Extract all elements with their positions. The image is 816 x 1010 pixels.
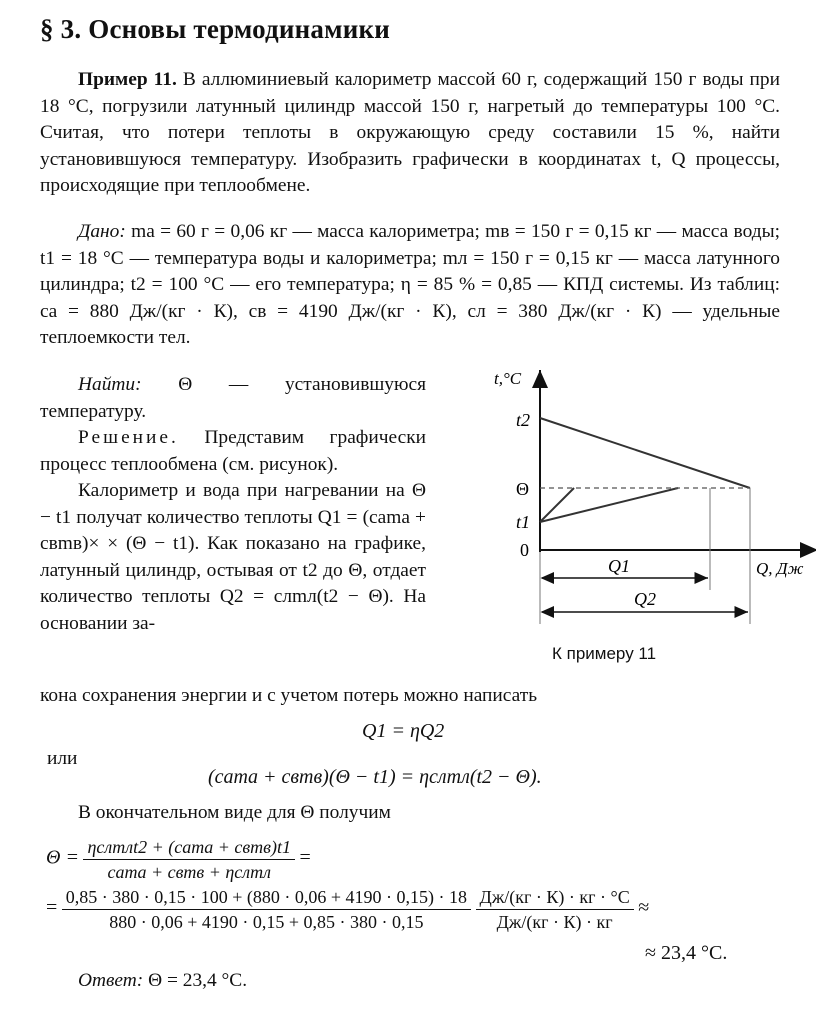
equation-2: (cаmа + cвmв)(Θ − t1) = ηcлmл(t2 − Θ). (208, 766, 542, 788)
given-label: Дано: (78, 221, 126, 242)
find-text: Θ — установившуюся температуру. (40, 374, 426, 422)
solution-p1-text: Представим графически процесс теплообмена (см. рисунок). (40, 427, 426, 475)
solution-paragraph-2: Калориметр и вода при нагревании на Θ − t1 получат количество теплоты Q1 = (cаmа + cвmв)× × (Θ − t1). Как показано на графике, латунный цилиндр, остывая от t2 до Θ, отдает количество теплоты Q2 = cлmл(t2 − Θ). На основании за- (40, 480, 426, 634)
equation-1: Q1 = ηQ2 (362, 720, 445, 742)
solution-column (40, 372, 426, 637)
formula-numerator: ηcлmлt2 + (cаmа + cвmв)t1 (83, 835, 295, 860)
heating-line-2 (540, 488, 678, 522)
formula-symbolic (46, 835, 311, 884)
units-fraction (476, 885, 634, 934)
numeric-denominator: 880 · 0,06 + 4190 · 0,15 + 0,85 · 380 · 0,15 (109, 912, 424, 932)
numeric-lead: = (46, 896, 58, 919)
x-axis-label: Q, Дж (756, 559, 804, 578)
label-q2: Q2 (634, 589, 656, 609)
formula-fraction (83, 835, 295, 884)
answer (78, 970, 247, 992)
figure-svg (474, 362, 816, 642)
given-text: mа = 60 г = 0,06 кг — масса калориметра; mв = 150 г = 0,15 кг — масса воды; t1 = 18 °С — температура воды и калориметра; mл = 150 г = 0,15 кг — масса латунного цилиндра; t2 = 100 °С — его температура; η = 85 % = 0,85 — КПД системы. Из таблиц: cа = 880 Дж/(кг · К), cв = 4190 Дж/(кг · К), cл = 380 Дж/(кг · К) — удельные теплоемкости тел. (40, 221, 780, 348)
find-block (40, 372, 426, 425)
numeric-numerator: 0,85 · 380 · 0,15 · 100 + (880 · 0,06 + 4190 · 0,15) · 18 (62, 885, 471, 910)
answer-label: Ответ: (78, 970, 144, 991)
figure (474, 362, 816, 647)
answer-text: Θ = 23,4 °С. (148, 970, 248, 991)
tick-t2: t2 (516, 410, 531, 430)
section-title: § 3. Основы термодинамики (40, 14, 390, 44)
formula-numeric (46, 885, 649, 934)
tick-t1: t1 (516, 512, 531, 532)
example-text: В аллюминиевый калориметр массой 60 г, содержащий 150 г воды при 18 °С, погрузили латунный цилиндр массой 150 г, нагретый до температуры 100 °С. Считая, что потери теплоты в окружающую среду составили 15 %, найти установившуюся температуру. Изобразить графически в координатах t, Q процессы, происходящие при теплообмене. (40, 69, 780, 196)
given-block (40, 219, 780, 352)
tick-theta: Θ (516, 479, 529, 499)
units-denominator: Дж/(кг · К) · кг (496, 912, 613, 932)
example-statement (40, 67, 780, 200)
result-line: ≈ 23,4 °С. (645, 942, 728, 964)
numeric-fraction (62, 885, 471, 934)
approx-sign: ≈ (638, 896, 650, 919)
example-label: Пример 11. (78, 69, 177, 90)
solution-paragraph-1 (40, 425, 426, 478)
solution-label: Решение. (78, 427, 179, 448)
units-numerator: Дж/(кг · К) · кг · °С (476, 885, 634, 910)
formula-equals: = (299, 846, 311, 869)
formula-lhs: Θ = (46, 846, 79, 869)
figure-caption: К примеру 11 (552, 644, 657, 663)
formula-denominator: cаmа + cвmв + ηcлmл (107, 862, 271, 882)
cooling-line (540, 418, 750, 488)
final-intro: В окончательном виде для Θ получим (78, 802, 391, 823)
tick-zero: 0 (520, 540, 529, 560)
label-q1: Q1 (608, 556, 630, 576)
find-label: Найти: (78, 374, 142, 395)
y-axis-label: t,°С (494, 369, 522, 388)
or-word: или (47, 748, 78, 769)
solution-continuation: кона сохранения энергии и с учетом потерь можно написать (40, 685, 538, 706)
